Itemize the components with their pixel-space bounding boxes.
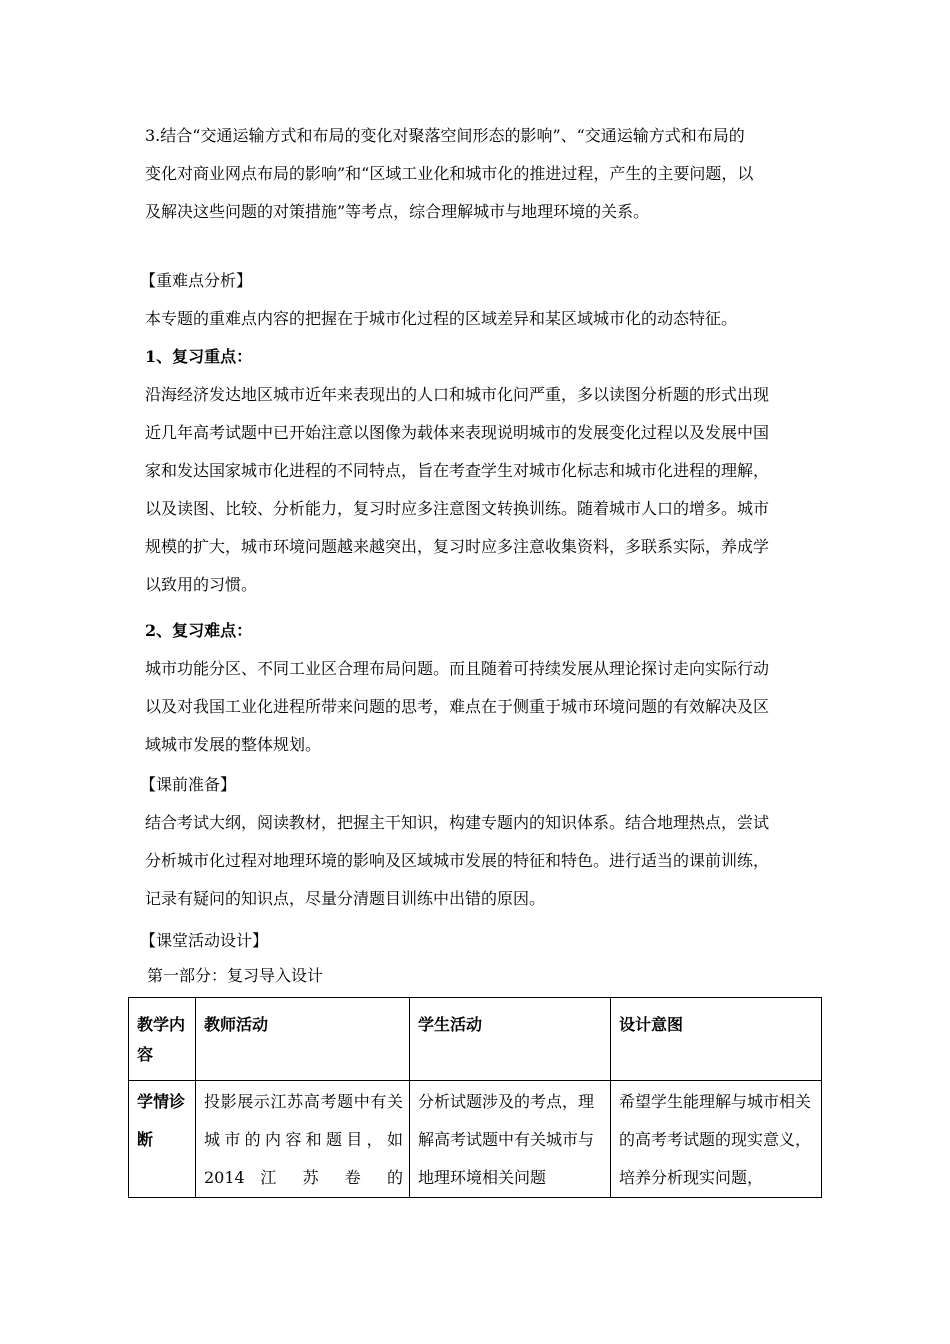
text-line: 3.结合“交通运输方式和布局的变化对聚落空间形态的影响”、“交通运输方式和布局的 [145,126,745,145]
point-3-paragraph [145,117,810,231]
prep-heading: 【课前准备】 [140,775,237,794]
text-line: 变化对商业网点布局的影响”和“区域工业化和城市化的推进过程，产生的主要问题，以 [145,164,754,183]
text-line: 以及读图、比较、分析能力，复习时应多注意图文转换训练。随着城市人口的增多。城市 [145,499,770,518]
text-line: 及解决这些问题的对策措施”等考点，综合理解城市与地理环境的关系。 [145,202,650,221]
header-teacher-activity: 教师活动 [196,998,410,1081]
part1-heading: 第一部分：复习导入设计 [147,966,324,985]
text-line: 家和发达国家城市化进程的不同特点，旨在考查学生对城市化标志和城市化进程的理解， [145,461,770,480]
text-line: 结合考试大纲，阅读教材，把握主干知识，构建专题内的知识体系。结合地理热点，尝试 [145,813,770,832]
text-line: 规模的扩大，城市环境问题越来越突出，复习时应多注意收集资料，多联系实际，养成学 [145,537,770,556]
text-line: 近几年高考试题中已开始注意以图像为载体来表现说明城市的发展变化过程以及发展中国 [145,423,770,442]
prep-paragraph [145,804,810,918]
text-line: 沿海经济发达地区城市近年来表现出的人口和城市化问严重，多以读图分析题的形式出现 [145,385,770,404]
cell-teacher-activity: 投影展示江苏高考题中有关城市的内容和题目，如2014 江 苏 卷 的 [196,1081,410,1198]
analysis-heading: 【重难点分析】 [140,271,253,290]
analysis-intro: 本专题的重难点内容的把握在于城市化过程的区域差异和某区域城市化的动态特征。 [145,309,738,328]
text-line: 以及对我国工业化进程所带来问题的思考，难点在于侧重于城市环境问题的有效解决及区 [145,697,770,716]
text-line: 城市功能分区、不同工业区合理布局问题。而且随着可持续发展从理论探讨走向实际行动 [145,659,770,678]
text-line: 以致用的习惯。 [145,575,258,594]
table-row [129,1081,822,1198]
text-line: 记录有疑问的知识点，尽量分清题目训练中出错的原因。 [145,889,546,908]
header-design-intent: 设计意图 [611,998,822,1081]
cell-design-intent: 希望学生能理解与城市相关的高考考试题的现实意义，培养分析现实问题， [611,1081,822,1198]
table-header-row [129,998,822,1081]
difficulty-paragraph [145,650,810,764]
difficulty-heading: 2、复习难点： [145,621,253,640]
cell-teaching-content: 学情诊断 [129,1081,196,1198]
cell-student-activity: 分析试题涉及的考点，理解高考试题中有关城市与地理环境相关问题 [410,1081,611,1198]
focus-paragraph [145,376,810,604]
design-heading: 【课堂活动设计】 [140,931,269,950]
text-line: 分析城市化过程对地理环境的影响及区域城市发展的特征和特色。进行适当的课前训练， [145,851,770,870]
header-student-activity: 学生活动 [410,998,611,1081]
activity-table [128,997,822,1198]
text-line: 域城市发展的整体规划。 [145,735,322,754]
focus-heading: 1、复习重点： [145,347,253,366]
header-teaching-content: 教学内容 [129,998,196,1081]
